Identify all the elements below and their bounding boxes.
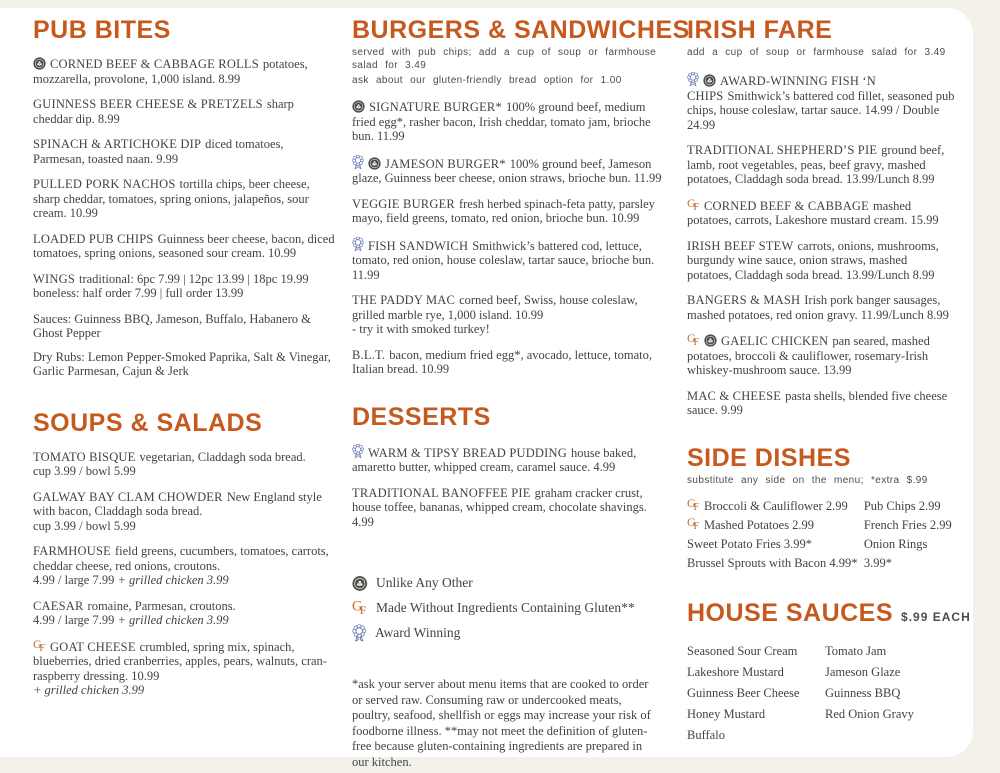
list-item-text: Jameson Glaze [825,664,901,679]
menu-items [33,450,336,698]
menu-item-line-italic: + grilled chicken 3.99 [117,573,229,587]
menu-item-name: TRADITIONAL BANOFFEE PIE [352,485,531,500]
menu-item-desc: romaine, Parmesan, croutons. [87,598,236,613]
list-item [825,641,914,662]
menu-item-text [33,450,336,465]
menu-item-desc: sharp cheddar dip. 8.99 [33,97,294,126]
menu-item-text [687,333,955,378]
menu-item-text [352,486,662,530]
section-title: SIDE DISHES [687,443,851,472]
list-item-text: Sweet Potato Fries 3.99* [687,536,812,551]
mini-columns [687,641,955,746]
menu-item [687,72,955,132]
section-title-suffix: $.99 EACH [901,609,971,624]
menu-item-name: CORNED BEEF & CABBAGE ROLLS [50,57,259,71]
menu-item-name: GALWAY BAY CLAM CHOWDER [33,489,223,504]
legend-row [352,625,662,641]
menu-item [33,177,336,221]
menu-item-text [352,237,662,283]
menu-item-text [687,389,955,418]
list-item-text: Brussel Sprouts with Bacon 4.99* [687,555,858,570]
list-item-text: French Fries 2.99 [863,517,952,532]
award-ribbon-icon [352,626,364,641]
list-item [864,516,955,535]
mini-column [687,497,864,573]
gluten-free-icon: G F [687,195,700,213]
menu-item-name: SPINACH & ARTICHOKE DIP [33,137,202,151]
menu-item-name: CORNED BEEF & CABBAGE [704,198,869,213]
unlike-any-other-badge-icon [368,157,381,170]
menu-item-line [33,613,336,628]
menu-item-line [352,322,662,337]
menu-item-name: B.L.T. [352,347,386,362]
menu-item-desc: Smithwick’s battered cod, lettuce, tomato, red onion, house coleslaw, tartar sauce, brioche bun. 11.99 [352,238,655,282]
menu-item [33,312,336,341]
section-soups-salads [33,409,336,698]
menu-item-text [352,348,662,377]
menu-item-line-text: cup 3.99 / bowl 5.99 [33,464,136,478]
menu-item-text [352,100,662,144]
menu-panel [0,8,973,769]
menu-item-name: GOAT CHEESE [50,639,136,654]
column-left [33,16,336,709]
menu-item-text [33,97,336,126]
menu-item-desc: diced tomatoes, Parmesan, toasted naan. 9.99 [33,137,284,166]
menu-item-desc: bacon, medium fried egg*, avocado, lettuce, tomato, Italian bread. 10.99 [352,347,653,376]
section-pub-bites [33,16,336,379]
menu-item-desc: mashed potatoes, carrots, Lakeshore mustard cream. 15.99 [687,198,939,227]
menu-item-name: JAMESON BURGER* [385,156,506,171]
menu-item [33,450,336,479]
menu-item [687,333,955,378]
menu-item-line [33,573,336,588]
menu-item-name: THE PADDY MAC [352,293,456,307]
menu-item-text [33,599,336,614]
menu-item-line-text: cup 3.99 / bowl 5.99 [33,518,136,533]
menu-item [352,237,662,283]
menu-item [33,636,336,698]
section-subtitle: ask about our gluten-friendly bread option for 1.00 [352,75,622,86]
legend-row [352,575,662,591]
menu-item-name: CAESAR [33,598,84,613]
menu-item [33,97,336,126]
section-title: HOUSE SAUCES $.99 EACH [687,598,971,627]
list-item-text: Tomato Jam [825,643,887,658]
menu-item [687,293,955,322]
mini-column [864,497,955,573]
unlike-any-other-badge-icon [33,57,46,70]
menu-item [687,389,955,418]
menu-item-text [33,177,336,221]
menu-item-name: LOADED PUB CHIPS [33,231,154,246]
menu-item-desc: Sauces: Guinness BBQ, Jameson, Buffalo, Habanero & Ghost Pepper [33,311,311,340]
menu-item-text [33,57,336,86]
section-title: SOUPS & SALADS [33,408,263,437]
section-title: PUB BITES [33,16,171,44]
list-item-text: Honey Mustard [687,706,766,721]
menu-item-desc: traditional: 6pc 7.99 | 12pc 13.99 | 18pc 19.99 [78,271,309,286]
menu-item-name: FISH SANDWICH [368,238,469,253]
menu-item-line-text: 4.99 / large 7.99 [33,573,118,587]
menu-item-line [33,464,336,479]
menu-item [33,599,336,628]
list-item-text: Lakeshore Mustard [687,664,784,679]
list-item [687,725,825,746]
menu-item-text [687,293,955,322]
menu-item-desc: field greens, cucumbers, tomatoes, carrots, cheddar cheese, red onions, croutons. [33,544,329,573]
menu-item-name: TOMATO BISQUE [33,449,136,464]
section-house-sauces [687,598,971,746]
legend-label: Made Without Ingredients Containing Gluten** [376,600,635,615]
menu-item [352,293,662,337]
menu-item [33,272,336,301]
menu-item-desc: vegetarian, Claddagh soda bread. [139,449,306,464]
menu-item-name: PULLED PORK NACHOS [33,177,176,191]
award-ribbon-icon [352,155,364,170]
menu-item-text [33,544,336,573]
list-item-text: Buffalo [687,727,725,742]
menu-item-text [687,195,955,228]
menu-item-desc: fresh herbed spinach-feta patty, parsley mayo, field greens, tomato, red onion, brioche bun. 10.99 [352,196,655,225]
menu-item [33,232,336,261]
list-item-text: Seasoned Sour Cream [687,643,798,658]
section-irish-fare [687,16,955,418]
menu-item-text [687,72,955,132]
list-item-text: Pub Chips 2.99 [863,498,941,513]
menu-item-desc: pasta shells, blended five cheese sauce. 9.99 [687,388,948,417]
section-side-dishes [687,444,955,573]
menu-item [33,57,336,86]
menu-item-name: WARM & TIPSY BREAD PUDDING [368,445,567,460]
unlike-any-other-badge-icon [352,100,365,113]
list-item [864,535,955,573]
section-title: DESSERTS [352,402,491,431]
menu-item-name: GAELIC CHICKEN [721,334,829,348]
menu-item-name: TRADITIONAL SHEPHERD’S PIE [687,143,878,157]
list-item-text: Guinness BBQ [825,685,901,700]
menu-item-desc: New England style with bacon, Claddagh soda bread. [33,489,322,518]
menu-item-desc: 100% ground beef, medium fried egg*, rasher bacon, Irish cheddar, tomato jam, brioche bun. 11.99 [352,100,651,143]
menu-item-text [33,312,336,341]
menu-item-desc: 100% ground beef, Jameson glaze, Guinness beer cheese, onion straws, brioche bun. 11.99 [352,156,662,185]
list-item [864,497,955,516]
menu-item-name: SIGNATURE BURGER* [369,100,502,114]
menu-item [33,544,336,588]
menu-item-text [33,232,336,261]
menu-item-desc: pan seared, mashed potatoes, broccoli & cauliflower, rosemary-Irish whiskey-mushroom sauce. 13.99 [687,334,930,377]
menu-item [352,197,662,226]
unlike-any-other-badge-icon [352,577,365,590]
menu-item [687,195,955,228]
section-title: BURGERS & SANDWICHES [352,16,690,44]
section-subtitle: served with pub chips; add a cup of soup or farmhouse salad for 3.49 [352,47,657,71]
menu-item-desc: house baked, amaretto butter, whipped cream, caramel sauce. 4.99 [352,445,637,474]
menu-item-name: FARMHOUSE [33,544,111,558]
menu-items [352,444,662,530]
menu-item-name: IRISH BEEF STEW [687,238,794,253]
menu-items [33,57,336,379]
menu-item [352,444,662,475]
column-middle [352,16,690,770]
menu-item-desc: carrots, onions, mushrooms, burgundy wine sauce, onion straws, mashed potatoes, Claddagh soda bread. 13.99/Lunch 8.99 [687,238,939,282]
award-ribbon-icon [352,444,364,459]
menu-item [687,143,955,187]
menu-items [352,100,662,377]
footnote: *ask your server about menu items that are cooked to order or served raw. Consuming raw or undercooked meats, poultry, seafood, shellfish or eggs may increase your risk of foodborne illness. **may not meet the definition of gluten-free because gluten-containing ingredients are prepared in our kitchen. [352,677,651,769]
section-title: IRISH FARE [687,16,833,44]
menu-item-text [352,444,662,475]
section-subtitle: substitute any side on the menu; *extra $.99 [687,474,928,486]
award-ribbon-icon [687,72,699,87]
award-ribbon-icon [352,237,364,252]
menu-item-desc: Guinness beer cheese, bacon, diced tomatoes, spring onions, seasoned sour cream. 10.99 [33,231,335,260]
menu-item-text [33,490,336,519]
legend [352,575,662,641]
menu-item-desc: ground beef, lamb, root vegetables, peas, beef gravy, mashed potatoes, Claddagh soda bread. 13.99/Lunch 8.99 [687,143,945,186]
menu-item-name: BANGERS & MASH [687,293,801,307]
menu-item-name: AWARD-WINNING FISH ‘N CHIPS [687,74,876,103]
section-subtitle: add a cup of soup or farmhouse salad for 3.49 [687,47,946,58]
menu-item-line-text: - try it with smoked turkey! [352,322,490,336]
menu-item-line [33,519,336,534]
menu-item-text [687,143,955,187]
list-item [825,662,914,683]
legend-row [352,596,662,617]
gluten-free-icon: G F [687,514,700,532]
menu-item-text [33,272,336,287]
legend-label: Unlike Any Other [376,575,473,590]
menu-item-desc: Dry Rubs: Lemon Pepper-Smoked Paprika, Salt & Vinegar, Garlic Parmesan, Cajun & Jerk [33,349,331,378]
list-item-text: Broccoli & Cauliflower 2.99 [704,498,848,513]
menu-item-desc: graham cracker crust, house toffee, bananas, whipped cream, chocolate shavings. 4.99 [352,485,647,529]
list-item [687,497,864,516]
section-burgers-sandwiches [352,16,690,377]
menu-item-name: VEGGIE BURGER [352,196,455,211]
list-item-text: Guinness Beer Cheese [687,685,800,700]
menu-item [33,490,336,534]
menu-item-desc: Irish pork banger sausages, mashed potatoes, red onion gravy. 11.99/Lunch 8.99 [687,293,949,322]
menu-item [687,239,955,283]
menu-item [352,100,662,144]
list-item [687,683,825,704]
mini-column [687,641,825,746]
mini-column [825,641,914,746]
legend-label: Award Winning [375,625,461,640]
menu-item [352,155,662,186]
menu-item [33,137,336,166]
menu-item-line-italic: + grilled chicken 3.99 [117,613,229,627]
menu-items [687,72,955,418]
list-item [687,641,825,662]
menu-item-line [33,286,336,301]
menu-item-text [33,137,336,166]
unlike-any-other-badge-icon [704,334,717,347]
menu-item [33,350,336,379]
menu-item-text [687,239,955,283]
list-item [687,535,864,554]
list-item [687,554,864,573]
menu-item-text [33,636,336,684]
gluten-free-icon: G F [687,331,700,348]
menu-item-desc: crumbled, spring mix, spinach, blueberries, dried cranberries, apples, pears, walnuts, cran-raspberry dressing. 10.99 [33,639,327,683]
menu-item-name: WINGS [33,271,75,286]
list-item-text: Onion Rings 3.99* [863,536,928,570]
list-item [687,662,825,683]
menu-item-text [352,197,662,226]
menu-item-text [352,155,662,186]
menu-item-name: MAC & CHEESE [687,388,782,403]
list-item [825,683,914,704]
gluten-free-icon: G F [33,636,46,654]
menu-item-text [33,350,336,379]
menu-item-name: GUINNESS BEER CHEESE & PRETZELS [33,97,263,111]
list-item [687,516,864,535]
menu-item-desc: corned beef, Swiss, house coleslaw, grilled marble rye, 1,000 island. 10.99 [352,293,638,322]
menu-item-desc: potatoes, mozzarella, provolone, 1,000 island. 8.99 [33,57,308,86]
unlike-any-other-badge-icon [703,74,716,87]
menu-item-line [33,683,336,698]
menu-item-text [352,293,662,322]
menu-item-desc: tortilla chips, beer cheese, sharp cheddar, tomatoes, spring onions, jalapeños, sour cream. 10.99 [33,177,310,220]
list-item-text: Red Onion Gravy [825,706,914,721]
menu-item [352,348,662,377]
menu-item-desc: Smithwick’s battered cod fillet, seasoned pub chips, house coleslaw, tartar sauce. 14.99 / Double 24.99 [687,88,955,132]
mini-columns [687,497,955,573]
list-item [825,704,914,725]
section-desserts [352,403,662,530]
column-right [687,16,971,746]
gluten-free-icon: G F [352,596,367,617]
menu-item [352,486,662,530]
gluten-free-icon: G F [687,495,700,513]
menu-item-line-italic: + grilled chicken 3.99 [33,683,145,697]
menu-item-line-text: 4.99 / large 7.99 [33,613,118,627]
list-item-text: Mashed Potatoes 2.99 [704,517,815,532]
menu-item-line-text: boneless: half order 7.99 | full order 13.99 [33,286,244,300]
list-item [687,704,825,725]
